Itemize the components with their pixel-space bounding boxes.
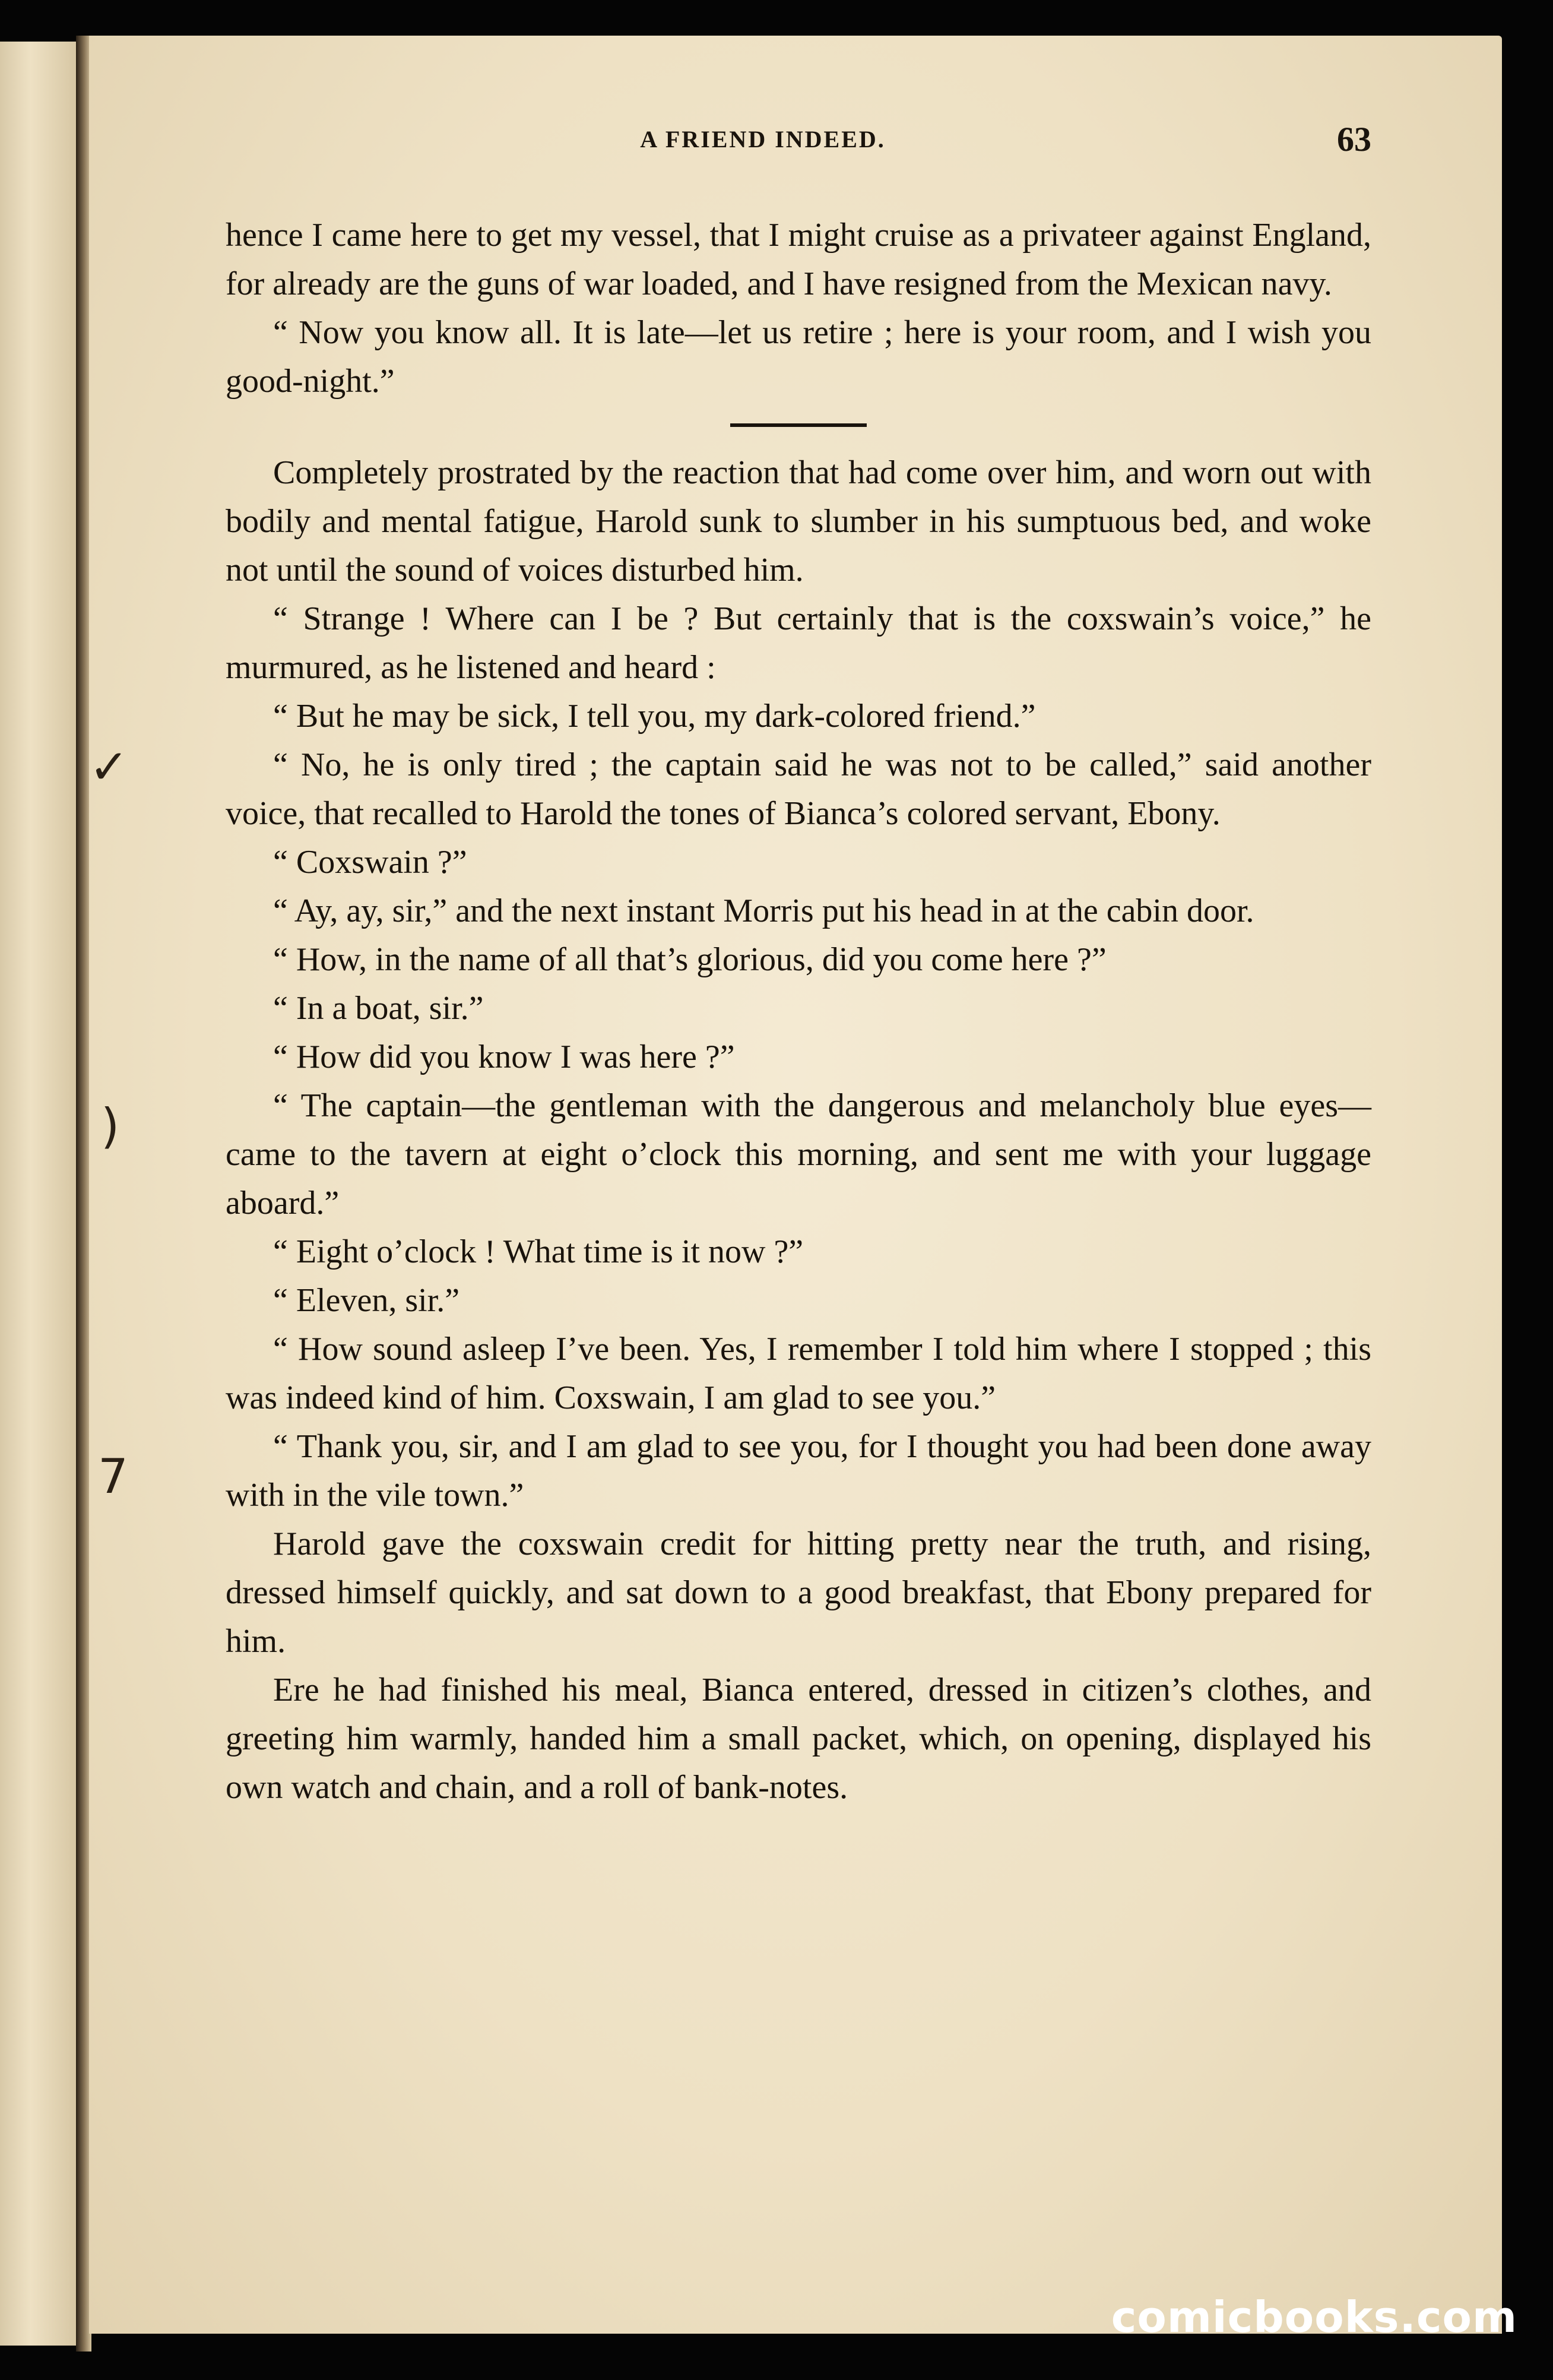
paragraph: “ Strange ! Where can I be ? But certainly that is the coxswain’s voice,” he murmured, as he listened and heard :: [226, 600, 1371, 686]
paragraph: “ Ay, ay, sir,” and the next instant Morris put his head in at the cabin door.: [273, 892, 1254, 929]
section-divider: [730, 423, 867, 427]
page-number: 63: [1337, 120, 1371, 159]
paragraph: “ In a boat, sir.”: [273, 990, 484, 1027]
paragraph: hence I came here to get my vessel, that I might cruise as a privateer against England, for already are the guns of war loaded, and I have resigned from the Mexican navy.: [226, 217, 1371, 302]
paragraph: Completely prostrated by the reaction that had come over him, and worn out with bodily and mental fatigue, Harold sunk to slumber in his sumptuous bed, and woke not until the sound of voices disturbed him.: [226, 454, 1371, 588]
paragraph: Ere he had finished his meal, Bianca entered, dressed in citizen’s clothes, and greeting him warmly, handed him a small packet, which, on opening, displayed his own watch and chain, and a roll of bank-notes.: [226, 1672, 1371, 1806]
binding-stitch-mark: 7: [98, 1449, 128, 1504]
paragraph: “ How sound asleep I’ve been. Yes, I remember I told him where I stopped ; this was indeed kind of him. Coxswain, I am glad to see you.”: [226, 1331, 1371, 1416]
paragraph: “ The captain—the gentleman with the dangerous and melancholy blue eyes—came to the tavern at eight o’clock this morning, and sent me with your luggage aboard.”: [226, 1087, 1371, 1221]
paragraph: “ No, he is only tired ; the captain said he was not to be called,” said another voice, that recalled to Harold the tones of Bianca’s colored servant, Ebony.: [226, 746, 1371, 832]
body-text: [226, 211, 1371, 1812]
paragraph: “ Thank you, sir, and I am glad to see you, for I thought you had been done away with in the vile town.”: [226, 1428, 1371, 1514]
page-header: [154, 119, 1371, 160]
watermark: comicbooks.com: [1111, 2292, 1517, 2342]
paragraph: “ Eight o’clock ! What time is it now ?”: [273, 1233, 804, 1270]
paragraph: “ But he may be sick, I tell you, my dark-colored friend.”: [273, 698, 1036, 735]
paragraph: “ How did you know I was here ?”: [273, 1039, 735, 1075]
paragraph: “ Coxswain ?”: [273, 844, 467, 881]
paragraph: “ Now you know all. It is late—let us retire ; here is your room, and I wish you good-night.”: [226, 314, 1371, 400]
binding-stitch-mark: ): [101, 1099, 120, 1154]
facing-page-edge: [0, 42, 80, 2346]
binding-stitch-mark: ✓: [89, 739, 129, 795]
paragraph: “ Eleven, sir.”: [273, 1282, 460, 1319]
paragraph: Harold gave the coxswain credit for hitting pretty near the truth, and rising, dressed himself quickly, and sat down to a good breakfast, that Ebony prepared for him.: [226, 1526, 1371, 1660]
running-head: A FRIEND INDEED.: [640, 126, 886, 153]
paragraph: “ How, in the name of all that’s glorious, did you come here ?”: [273, 941, 1107, 978]
